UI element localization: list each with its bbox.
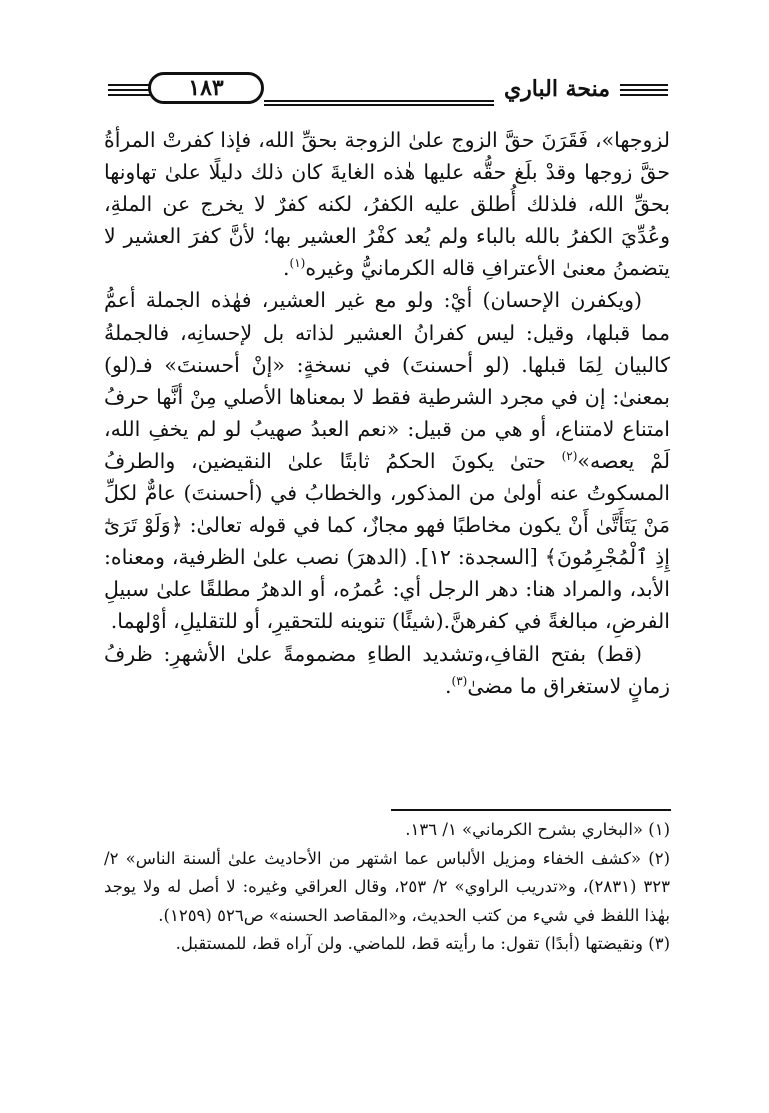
page-header bbox=[108, 70, 668, 110]
header-rule bbox=[264, 100, 494, 102]
footnote-ref: (٣) bbox=[451, 673, 468, 688]
header-rule bbox=[108, 89, 150, 91]
page-number: ١٨٣ bbox=[148, 72, 264, 104]
footnotes bbox=[104, 816, 670, 959]
paragraph-text: (قط) بفتح القافِ،وتشديد الطاءِ مضمومةً علىٰ الأشهرِ: ظرفُ زمانٍ لاستغراق ما مضىٰ bbox=[104, 641, 670, 698]
header-rule bbox=[620, 89, 668, 91]
header-rule bbox=[620, 94, 668, 96]
footnote-1: (١) «البخاري بشرح الكرماني» ١/ ١٣٦. bbox=[405, 820, 670, 839]
header-rule bbox=[108, 84, 150, 86]
paragraph-text: حتىٰ يكونَ الحكمُ ثابتًا علىٰ النقيضين، والطرفُ المسكوتُ عنه أولىٰ من المذكور، والخطابُ في (أحسنتَ) عامٌّ لكلِّ مَنْ يَتَأَتَّىٰ أَنْ يكون مخاطبًا فهو مجازٌ، كما في قوله تعالىٰ: ﴿وَلَوْ تَرَىٰٓ إِذِ ٱلْمُجْرِمُونَ﴾ [السجدة: ١٢]. (الدهرَ) نصب علىٰ الظرفية، ومعناه: الأبد، والمراد هنا: دهر الرجل أي: عُمرُه، أو الدهرُ مطلقًا علىٰ سبيلِ الفرضِ، مبالغةً في كفرهنَّ.(شيئًا) تنوينه للتحقيرِ، أو للتقليلِ، أوْلهما. bbox=[104, 448, 670, 634]
paragraph bbox=[104, 284, 670, 637]
paragraph-text: . bbox=[444, 673, 452, 698]
header-rule bbox=[264, 104, 494, 106]
main-text bbox=[104, 124, 670, 702]
paragraph-text: لزوجها»، فَقَرَنَ حقَّ الزوج علىٰ الزوجة بحقِّ الله، فإذا كفرتْ المرأةُ حقَّ زوجها وقدْ بلَغ حقُّه عليها هٰذه الغايةَ كان ذلك دليلًا علىٰ تهاونها بحقِّ الله، فلذلك أُطلق عليه الكفرُ، لكنه كفرٌ لا يخرج عن الملةِ، وعُدِّيَ الكفرُ بالله بالباء ولم يُعد كفْرُ العشير بها؛ لأنَّ كفرَ العشير لا يتضمنُ معنىٰ الأعترافِ قاله الكرمانيُّ وغيره bbox=[104, 128, 670, 281]
header-rule bbox=[620, 84, 668, 86]
footnote-separator bbox=[391, 809, 671, 811]
paragraph-text: (ويكفرن الإحسان) أيْ: ولو مع غير العشير، فهٰذه الجملة أعمُّ مما قبلها، وقيل: ليس كفرانُ العشير لذاته بل لإحسانِه، فالجملةُ كالبيان لِمَا قبلها. (لو أحسنتَ) في نسخةٍ: «إنْ أحسنتَ» فـ(لو) بمعنىٰ: إن في مجرد الشرطية فقط لا بمعناها الأصلي مِنْ أنَّها حرفُ امتناع لامتناع، أو هي من قبيل: «نعم العبدُ صهيبُ لو لم يخفِ الله، لَمْ يعصه» bbox=[104, 288, 671, 473]
footnote-3: (٣) ونقيضتها (أبدًا) تقول: ما رأيته قط، للماضي. ولن آراه قط، للمستقبل. bbox=[175, 934, 670, 953]
footnote-ref: (١) bbox=[289, 256, 306, 271]
running-title: منحة الباري bbox=[503, 76, 611, 102]
footnote-ref: (٢) bbox=[561, 449, 578, 464]
paragraph: لزوجها»، فَقَرَنَ حقَّ الزوج علىٰ الزوجة بحقِّ الله، فإذا كفرتْ المرأةُ حقَّ زوجها وقدْ بلَغ حقُّه عليها هٰذه الغايةَ كان ذلك دليلًا علىٰ تهاونها بحقِّ الله، فلذلك أُطلق عليه الكفرُ، لكنه كفرٌ لا يخرج عن الملةِ، وعُدِّيَ الكفرُ بالله بالباء ولم يُعد كفْرُ العشير بها؛ لأنَّ كفرَ العشير لا يتضمنُ معنىٰ الأعترافِ قاله الكرمانيُّ وغيره$^{(١)}$. bbox=[104, 128, 670, 281]
header-rule bbox=[108, 94, 150, 96]
footnote-2: (٢) «كشف الخفاء ومزيل الألباس عما اشتهر من الأحاديث علىٰ ألسنة الناس» ٢/ ٣٢٣ (٢٨٣١)، و«تدريب الراوي» ٢/ ٢٥٣، وقال العراقي وغيره: لا أصل له ولا يوجد بهٰذا اللفظ في شيء من كتب الحديث، و«المقاصد الحسنه» ص٥٢٦ (١٢٥٩). bbox=[104, 848, 671, 925]
paragraph bbox=[104, 638, 670, 702]
